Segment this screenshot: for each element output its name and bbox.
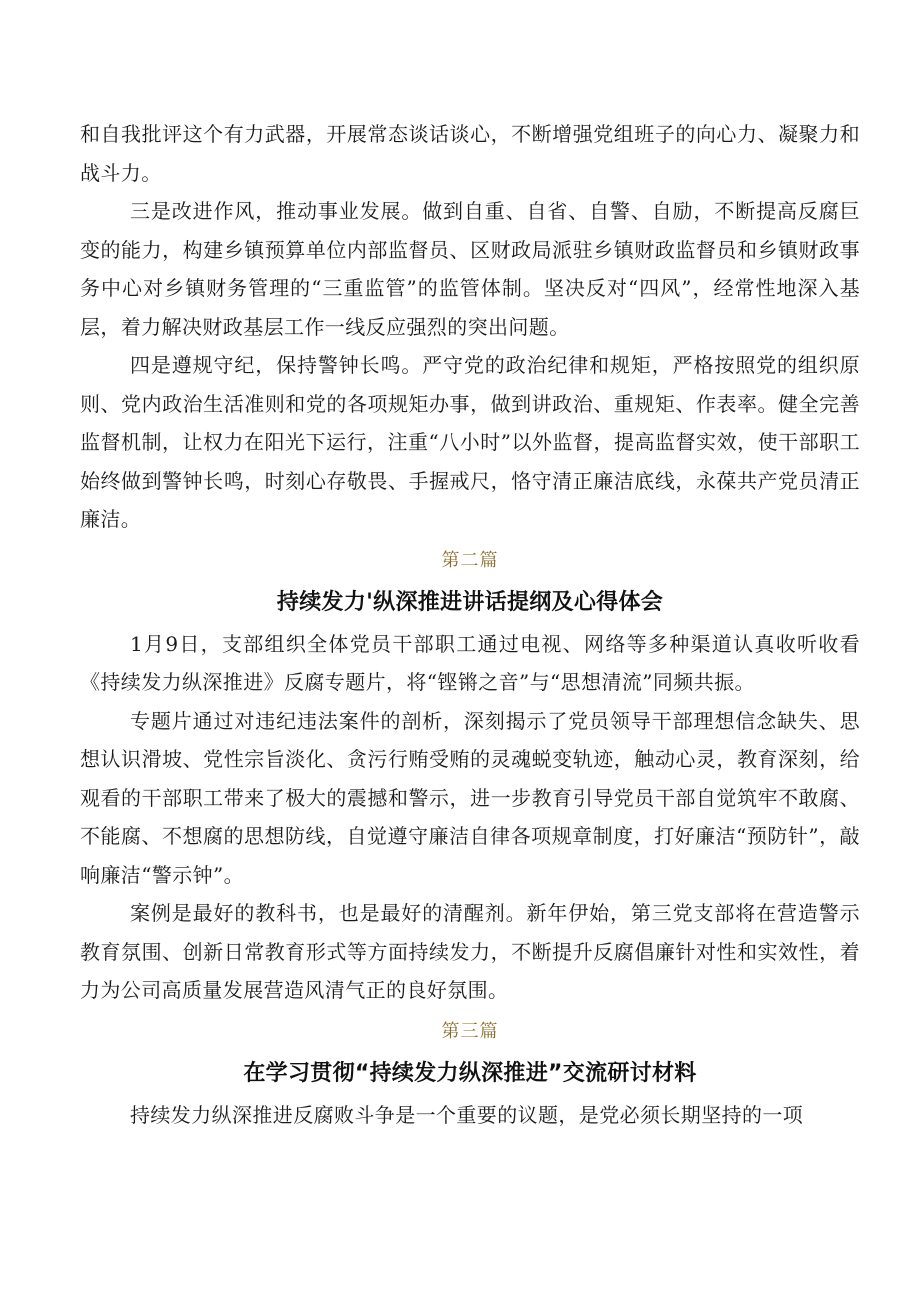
paragraph-section3-1: 持续发力纵深推进反腐败斗争是一个重要的议题，是党必须长期坚持的一项	[130, 1102, 804, 1127]
section-title-2: 持续发力'纵深推进讲话提纲及心得体会	[276, 589, 664, 615]
paragraph-intro-continuation: 和自我批评这个有力武器，开展常态谈话谈心，不断增强党组班子的向心力、凝聚力和战斗力。	[80, 122, 860, 185]
document-page	[80, 115, 860, 1134]
section-title-3: 在学习贯彻“持续发力纵深推进”交流研讨材料	[243, 1060, 697, 1086]
paragraph-section2-3: 案例是最好的教科书，也是最好的清醒剂。新年伊始，第三党支部将在营造警示教育氛围、创新日常教育形式等方面持续发力，不断提升反腐倡廉针对性和实效性，着力为公司高质量发展营造风清气正的良好氛围。	[80, 901, 860, 1002]
section-label-3: 第三篇	[441, 1020, 499, 1042]
section-label-2: 第二篇	[441, 549, 499, 571]
paragraph-section2-2: 专题片通过对违纪违法案件的剖析，深刻揭示了党员领导干部理想信念缺失、思想认识滑坡、党性宗旨淡化、贪污行贿受贿的灵魂蜕变轨迹，触动心灵，教育深刻，给观看的干部职工带来了极大的震撼和警示，进一步教育引导党员干部自觉筑牢不敢腐、不能腐、不想腐的思想防线，自觉遵守廉洁自律各项规章制度，打好廉洁“预防针”，敲响廉洁“警示钟”。	[80, 708, 860, 887]
paragraph-obey-discipline: 四是遵规守纪，保持警钟长鸣。严守党的政治纪律和规矩，严格按照党的组织原则、党内政治生活准则和党的各项规矩办事，做到讲政治、重规矩、作表率。健全完善监督机制，让权力在阳光下运行，注重“八小时”以外监督，提高监督实效，使干部职工始终做到警钟长鸣，时刻心存敬畏、手握戒尺，恪守清正廉洁底线，永葆共产党员清正廉洁。	[80, 353, 860, 531]
paragraph-section2-1: 1月9日，支部组织全体党员干部职工通过电视、网络等多种渠道认真收听收看《持续发力纵深推进》反腐专题片，将“铿锵之音”与“思想清流”同频共振。	[80, 631, 860, 694]
paragraph-improve-style: 三是改进作风，推动事业发展。做到自重、自省、自警、自励，不断提高反腐巨变的能力，构建乡镇预算单位内部监督员、区财政局派驻乡镇财政监督员和乡镇财政事务中心对乡镇财务管理的“三重监管”的监管体制。坚决反对“四风”，经常性地深入基层，着力解决财政基层工作一线反应强烈的突出问题。	[80, 199, 860, 339]
